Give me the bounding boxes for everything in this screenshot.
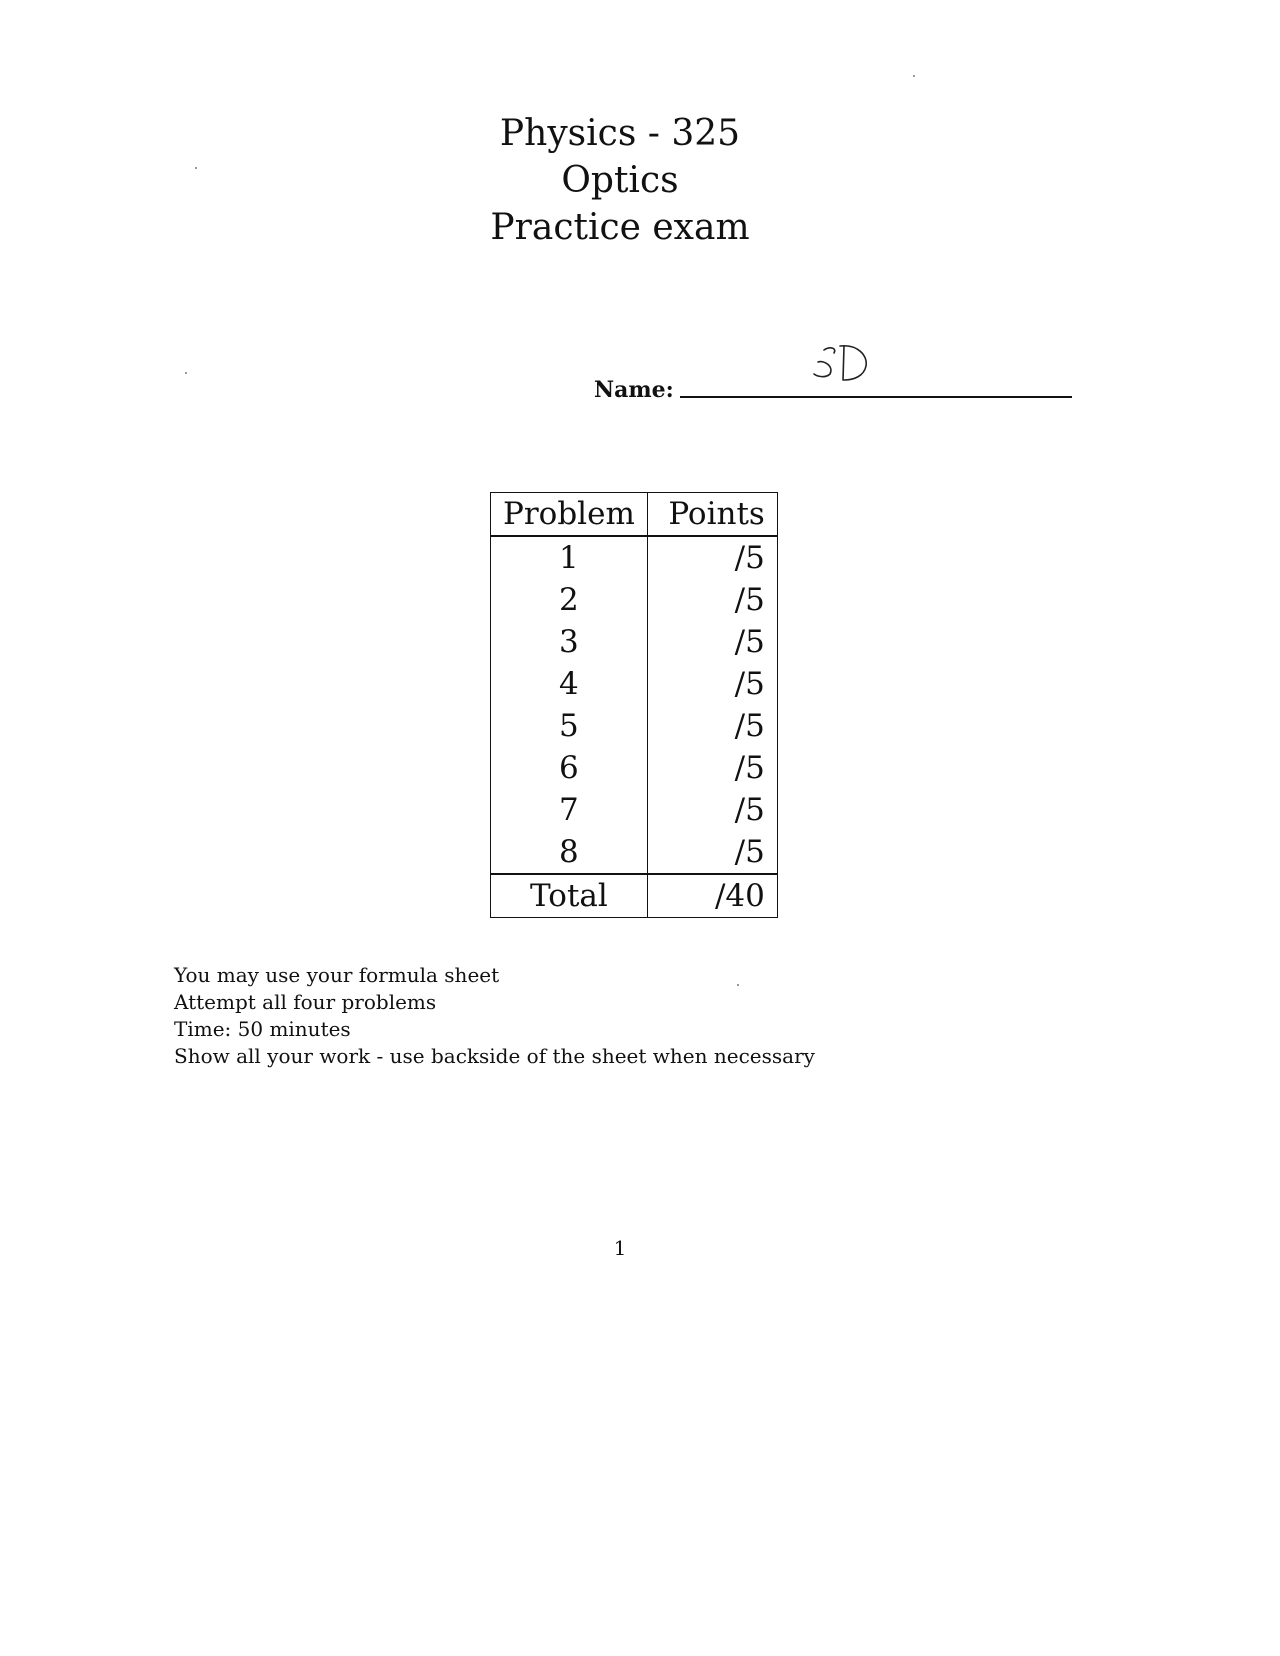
problem-number: 7	[491, 789, 648, 831]
table-row	[491, 621, 778, 663]
problem-number: 1	[491, 536, 648, 579]
table-row	[491, 705, 778, 747]
problem-number: 8	[491, 831, 648, 874]
problem-points: /5	[647, 705, 777, 747]
table-total-row	[491, 874, 778, 918]
problem-points: /5	[647, 621, 777, 663]
scan-speck	[195, 167, 197, 169]
table-row	[491, 747, 778, 789]
exam-title-block	[420, 110, 820, 251]
exam-type-title: Practice exam	[490, 207, 750, 248]
header-points: Points	[647, 493, 777, 537]
table-row	[491, 536, 778, 579]
problem-number: 2	[491, 579, 648, 621]
table-row	[491, 789, 778, 831]
instruction-line: You may use your formula sheet	[174, 963, 500, 987]
header-problem: Problem	[491, 493, 648, 537]
name-label: Name:	[594, 377, 674, 403]
scan-speck	[185, 372, 187, 374]
scan-speck	[913, 75, 915, 77]
problem-number: 5	[491, 705, 648, 747]
problem-number: 6	[491, 747, 648, 789]
instruction-line: Show all your work - use backside of the sheet when necessary	[174, 1044, 815, 1068]
problem-points: /5	[647, 747, 777, 789]
exam-instructions	[174, 962, 815, 1070]
problem-points: /5	[647, 789, 777, 831]
problem-points: /5	[647, 663, 777, 705]
table-row	[491, 831, 778, 874]
score-table	[490, 492, 778, 918]
handwritten-initials	[810, 340, 880, 390]
problem-points: /5	[647, 579, 777, 621]
page-number: 1	[613, 1236, 627, 1260]
problem-number: 4	[491, 663, 648, 705]
subject-title: Optics	[561, 160, 679, 201]
instruction-line: Attempt all four problems	[174, 990, 437, 1014]
instruction-line: Time: 50 minutes	[174, 1017, 351, 1041]
course-title: Physics - 325	[499, 113, 741, 154]
table-row	[491, 579, 778, 621]
total-label: Total	[491, 874, 648, 918]
table-row	[491, 663, 778, 705]
problem-number: 3	[491, 621, 648, 663]
total-points: /40	[647, 874, 777, 918]
problem-points: /5	[647, 831, 777, 874]
name-input-line[interactable]	[680, 396, 1072, 398]
problem-points: /5	[647, 536, 777, 579]
table-header-row	[491, 493, 778, 537]
